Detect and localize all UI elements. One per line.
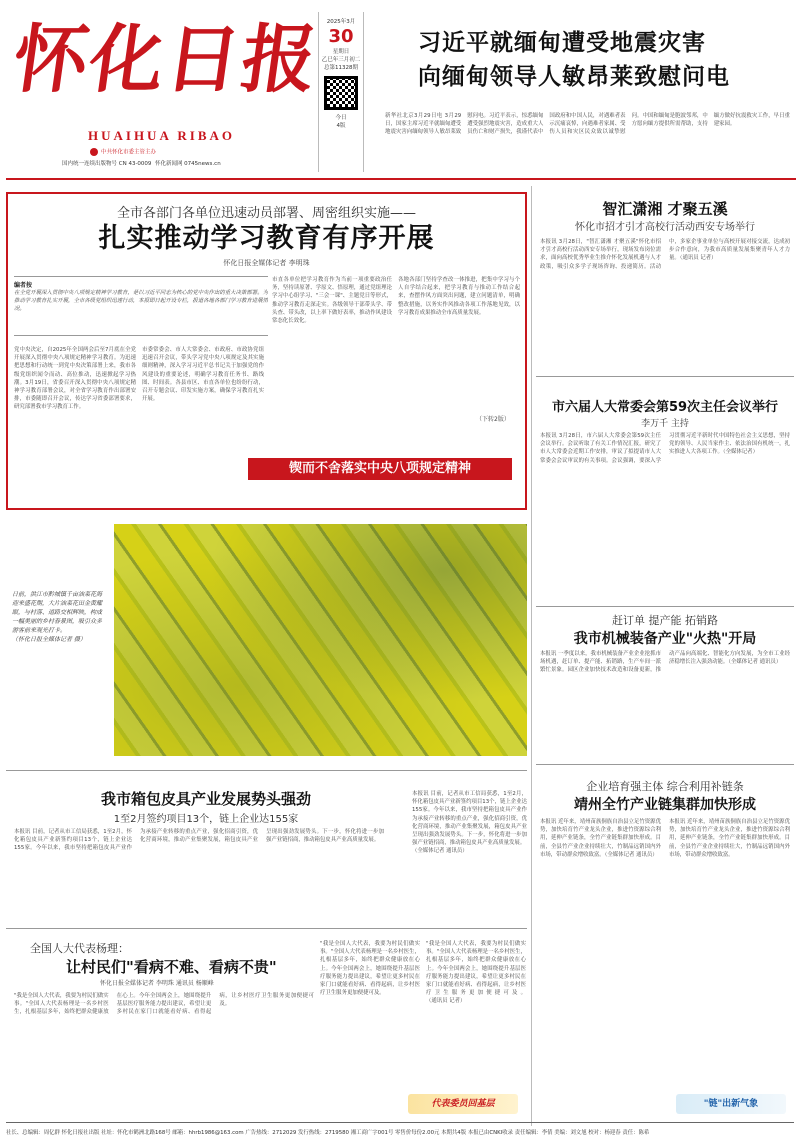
lead-banner: 锲而不舍落实中央八项规定精神 [248,458,512,480]
footer-divider [6,1122,794,1123]
date-year-month: 2025年3月 [326,19,356,25]
right-divider-1 [536,376,794,377]
right-divider-2 [536,606,794,607]
date-weekday: 星期日 [332,49,350,55]
top-story-headline-1: 习近平就缅甸遭受地震灾害 [418,30,706,56]
luggage-headline: 我市箱包皮具产业发展势头强劲 [100,790,311,808]
lead-continued[interactable]: （下转2版） [476,416,510,423]
bamboo-headline: 靖州全竹产业链集群加快形成 [574,797,756,813]
health-kicker: 全国人大代表杨理： [30,942,129,955]
editor-note-text: 在全党开展深入贯彻中央八项规定精神学习教育，是以习近平同志为核心的党中央作出的重大决策部署。为推动学习教育扎实开展，全市各级党组织迅速行动，本报即日起开设专栏，报道各地各部门学习教育进展情况。 [14,290,268,313]
logo-icon [90,148,98,156]
issue-number: 总第11328期 [324,65,358,71]
website-link[interactable]: 怀化新闻网 0745news.cn [154,161,221,167]
health-body-cont: "我是全国人大代表，我要为村民们做实事。"全国人大代表杨理是一名乡村医生，扎根基层多年，始终把群众健康放在心上。今年全国两会上，她围绕提升基层医疗服务能力提出建议，希望让更多村民在家门口就能看好病、看得起病，让乡村医疗卫生服务更加便捷可及。 [320,941,420,997]
npc-body: 本报讯 3月28日，市六届人大常委会第59次主任会议举行。会议听取了有关工作情况汇报，研究了市人大常委会近期工作安排，审议了拟提请市人大常委会会议审议的有关事项。会议强调，要深入学习贯彻习近平新时代中国特色社会主义思想，坚持党的领导、人民当家作主、依法治国有机统一，扎实推进人大各项工作。（全媒体记者） [540,433,790,464]
machinery-body: 本报讯 一季度以来，我市机械装备产业企业抢抓市场机遇，赶订单、提产能、拓销路，生产车间一派繁忙景象。园区企业加快技术改造和设备更新，推动产品向高端化、智能化方向发展，为全市工业经济稳增长注入强劲动能。（全媒体记者 通讯员） [540,651,790,674]
talent-subhead: 怀化市招才引才高校行活动西安专场举行 [575,222,755,233]
top-story-body: 新华社北京3月29日电 3月29日，国家主席习近平就缅甸遭受地震灾害向缅甸领导人敏昂莱致慰问电。习近平表示，惊悉缅甸遭受强烈地震灾害，造成重大人员伤亡和财产损失，我谨代表中国政府和中国人民，对遇难者表示沉痛哀悼，向遇难者家属、受伤人员和灾区民众致以诚挚慰问。中国和缅甸是胞波邻邦，中方愿向缅方提供所需帮助，支持缅方做好抗震救灾工作，早日重建家园。 [385,113,790,136]
date-day: 30 [328,26,354,47]
lead-body-col-2: 市委常委会、市人大常委会、市政府、市政协党组迅速召开会议，带头学习党中央八项规定及其实施细则精神，深入学习习近平总书记关于加强党的作风建设的重要论述，明确学习教育任务书、路线图、时间表。各县市区、市直各单位也纷纷行动，召开专题会议、印发实施方案，确保学习教育扎实开展。 [142,347,264,403]
masthead-cn-number: 国内统一连续出版物号 CN 43-0009 怀化新闻网 0745news.cn [62,161,221,167]
talent-headline: 智汇潇湘 才聚五溪 [602,200,728,218]
photo-caption: 日前，洪江市黔城镇千亩油菜花海迎来盛花期，大片油菜花田金黄耀眼，与村落、道路交相辉映，构成一幅美丽的乡村春景图，吸引众多游客前来观光打卡。 （怀化日报全媒体记者 摄） [12,591,103,643]
qr-code-icon[interactable] [324,76,358,110]
lead-headline: 扎实推动学习教育有序开展 [98,223,435,254]
luggage-subhead: 1至2月签约项目13个，链上企业达155家 [113,814,299,825]
masthead-divider [6,178,796,180]
bamboo-kicker: 企业培育强主体 综合利用补链条 [586,780,744,793]
health-headline: 让村民们"看病不难、看病不贵" [66,958,277,976]
top-story-headline-2: 向缅甸领导人敏昂莱致慰问电 [418,64,730,90]
luggage-body-cont: 本报讯 目前，记者从市工信局获悉，1至2月，怀化箱包皮具产业新签约项目13个，链上企业达155家。今年以来，我市坚持把箱包皮具产业作为承接产业转移的重点产业，强化招商引资，优化营商环境，推动产业集聚发展，箱包皮具产业呈现出强劲发展势头。下一步，怀化将进一步加强产业链招商，推动箱包皮具产业高质量发展。 （全媒体记者 通讯员） [412,791,527,855]
machinery-headline: 我市机械装备产业"火热"开局 [573,631,757,647]
chain-feature-badge [676,1094,786,1114]
today-label: 今日 [335,115,347,121]
bamboo-body: 本报讯 近年来，靖州苗族侗族自治县立足竹资源优势，加快培育竹产业龙头企业，推进竹资源综合利用，延伸产业链条，全竹产业链集群加快形成。目前，全县竹产业企业持续壮大，竹制品远销国内外市场，带动群众增收致富。（全媒体记者 通讯员） 本报讯 近年来，靖州苗族侗族自治县立足竹资源优势，加快培育竹产业龙头企业，推进竹资源综合利用，延伸产业链条，全竹产业链集群加快形成。目前，全县竹产业企业持续壮大，竹制品远销国内外市场，带动群众增收致富。 [540,819,790,858]
footer-info: 社长、总编辑：周亿群 怀化日报社出版 社址：怀化市鹤洲北路168号 邮箱：hhrb1986@163.com 广告热线：2712029 发行热线：2719580 湘工商广字001号 零售价每份2.00元 本期共4版 本报已由CNKI收录 责任编辑：李倩 美编：刘文旭 校对：杨迎春 责任：陈希 [6,1130,650,1136]
health-body-cont-2: "我是全国人大代表，我要为村民们做实事。"全国人大代表杨理是一名乡村医生，扎根基层多年，始终把群众健康放在心上。今年全国两会上，她围绕提升基层医疗服务能力提出建议，希望让更多村民在家门口就能看好病、看得起病，让乡村医疗卫生服务更加便捷可及。（通讯员 记者） [426,941,526,1005]
lead-kicker: 全市各部门各单位迅速动员部署、周密组织实施—— [116,206,416,221]
health-body: "我是全国人大代表，我要为村民们做实事。"全国人大代表杨理是一名乡村医生，扎根基层多年，始终把群众健康放在心上。今年全国两会上，她围绕提升基层医疗服务能力提出建议，希望让更多村民在家门口就能看好病、看得起病，让乡村医疗卫生服务更加便捷可及。 [14,993,314,1016]
chain-feature-label: "链"出新气象 [703,1099,759,1109]
machinery-kicker: 赶订单 提产能 拓销路 [612,614,718,627]
deputy-feature-badge [408,1094,518,1114]
npc-headline: 市六届人大常委会第59次主任会议举行 [551,400,779,415]
masthead-title: 怀化日报 [7,17,325,103]
deputy-feature-label: 代表委员回基层 [431,1099,495,1109]
lead-body-col-3: 市直各单位把学习教育作为当前一项重要政治任务，坚持读原著、学原文、悟原理，通过党组理论学习中心组学习、"三会一课"、主题党日等形式，推动学习教育走深走实。各级领导干部带头学、带头查、带头改，以上率下做好表率，推动作风建设常态化长效化。 [272,277,392,325]
right-divider-3 [536,764,794,765]
date-lunar: 乙巳年三月初二 [321,57,361,63]
middle-divider [6,928,527,929]
editor-note-label: 编者按 [14,282,33,289]
lead-body-col-1: 党中央决定，自2025年全国两会后至7月底在全党开展深入贯彻中央八项规定精神学习教育。为迅速把思想和行动统一到党中央决策部署上来，我市各级党组织闻令而动、高位推动，迅速掀起学习热潮。3月19日，省委召开深入贯彻中央八项规定精神学习教育部署会议，对全省学习教育作出部署安排，市委随即召开会议，传达学习省委部署要求，研究部署我市学习教育工作。 [14,347,136,411]
health-byline: 怀化日报全媒体记者 李明珠 通讯员 杨顺峰 [100,980,214,987]
date-box [318,12,364,172]
photo-credit: （怀化日报全媒体记者 摄） [12,636,86,643]
lead-byline: 怀化日报全媒体记者 李明珠 [223,259,310,267]
lead-body-col-4: 各地各部门坚持学查改一体推进，把集中学习与个人自学结合起来，把学习教育与推动工作结合起来，查摆作风方面突出问题，建立问题清单，明确整改措施，以务实作风推动各项工作落地见效，以学习教育成果推动全市高质量发展。 [398,277,520,316]
page-count: 4版 [336,123,346,129]
editor-note [14,276,268,336]
talent-body: 本报讯 3月28日，"智汇潇湘 才聚五溪"怀化市招才引才高校行活动西安专场举行，现场发布岗位需求，面向高校优秀毕业生推介怀化发展机遇与人才政策，吸引众多学子现场咨询、投递简历。活动中，多家企事业单位与高校开展对接交流，达成初步合作意向，为我市高质量发展集聚青年人才力量。（通讯员 记者） [540,239,790,270]
luggage-body: 本报讯 目前，记者从市工信局获悉，1至2月，怀化箱包皮具产业新签约项目13个，链上企业达155家。今年以来，我市坚持把箱包皮具产业作为承接产业转移的重点产业，强化招商引资，优化营商环境，推动产业集聚发展，箱包皮具产业呈现出强劲发展势头。下一步，怀化将进一步加强产业链招商，推动箱包皮具产业高质量发展。 [14,829,384,852]
masthead-sponsor: 中共怀化市委主管主办 [90,148,156,157]
rapeseed-field-photo [114,524,527,756]
npc-byline: 李万千 主持 [641,419,689,429]
masthead-pinyin: HUAIHUA RIBAO [88,128,235,143]
column-divider [531,186,532,1126]
photo-divider [6,770,527,771]
